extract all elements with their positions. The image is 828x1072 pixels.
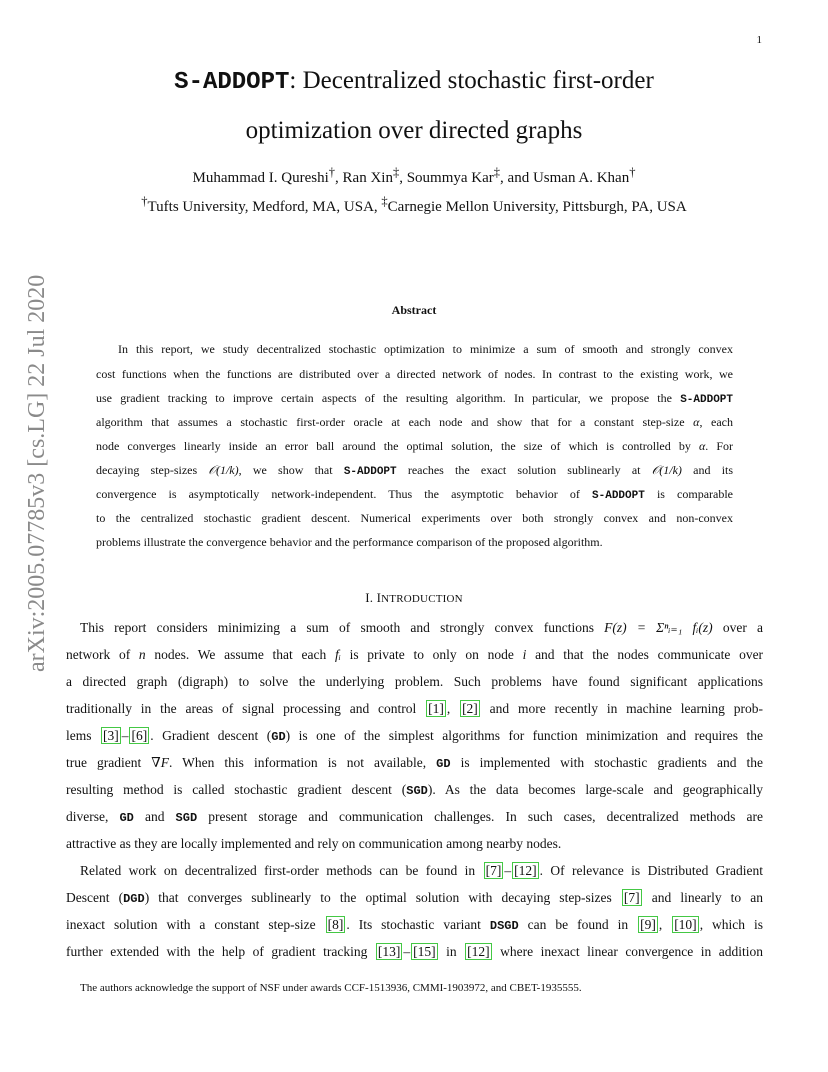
algorithm-name: DSGD bbox=[489, 919, 519, 933]
affiliation-mark: † bbox=[141, 194, 148, 208]
algorithm-name: DGD bbox=[123, 892, 145, 906]
citation-link[interactable]: [10] bbox=[674, 917, 697, 932]
abstract-line: convergence is asymptotically network-independent. Thus the asymptotic behavior of S-ADDOPT is comparable bbox=[96, 487, 734, 502]
affiliation-text: Tufts University, Medford, MA, USA, bbox=[147, 199, 382, 215]
body-line: lems [3] – [6] . Gradient descent (GD) is one of the simplest algorithms for function minimization and requires the bbox=[66, 728, 763, 744]
citation-link[interactable]: [7] bbox=[623, 890, 640, 905]
funding-footnote: The authors acknowledge the support of NSF under awards CCF-1513936, CMMI-1903972, and CBET-1935555. bbox=[80, 982, 582, 994]
citation-link[interactable]: [12] bbox=[467, 944, 490, 959]
citation-link[interactable]: [9] bbox=[640, 917, 656, 932]
affiliation-mark: † bbox=[629, 165, 636, 179]
abstract-line: problems illustrate the convergence behavior and the performance comparison of the proposed algorithm. bbox=[96, 535, 603, 549]
body-line: diverse, GD and SGD present storage and communication challenges. In such cases, decentralized methods are bbox=[66, 809, 763, 825]
abstract-line: algorithm that assumes a stochastic first-order oracle at each node and show that for a constant step-size α, each bbox=[96, 415, 734, 429]
citation-link[interactable]: [3] bbox=[102, 728, 119, 743]
citation-link[interactable]: [1] bbox=[428, 701, 444, 716]
abstract-line: In this report, we study decentralized stochastic optimization to minimize a sum of smooth and strongly convex bbox=[118, 342, 733, 356]
citation-link[interactable]: [12] bbox=[514, 863, 537, 878]
body-line: further extended with the help of gradient tracking [13] – [15] in [12] where inexact linear convergence in addition bbox=[66, 944, 764, 959]
affiliation-text: Carnegie Mellon University, Pittsburgh, PA, USA bbox=[387, 199, 687, 215]
author-list bbox=[0, 165, 828, 187]
author-name: Soummya Kar bbox=[406, 170, 494, 186]
citation-link[interactable]: [7] bbox=[485, 863, 502, 878]
algorithm-name: S-ADDOPT bbox=[343, 466, 397, 478]
citation-link[interactable]: [15] bbox=[413, 944, 436, 959]
algorithm-name: GD bbox=[119, 811, 134, 825]
citation-link[interactable]: [2] bbox=[462, 701, 478, 716]
body-line: resulting method is called stochastic gradient descent (SGD). As the data becomes large-scale and geographically bbox=[66, 782, 763, 798]
section-heading-introduction: I. INTRODUCTION bbox=[365, 590, 463, 605]
page-number: 1 bbox=[756, 34, 762, 46]
body-line: This report considers minimizing a sum of smooth and strongly convex functions F(z) = Σⁿᵢ₌₁ fᵢ(z) over a bbox=[80, 620, 764, 635]
body-line: true gradient ∇F. When this information is not available, GD is implemented with stochastic gradients and the bbox=[66, 755, 763, 771]
abstract-line: decaying step-sizes 𝒪(1/k), we show that S-ADDOPT reaches the exact solution sublinearly at 𝒪(1/k) and its bbox=[96, 463, 734, 478]
paper-title-line-2: optimization over directed graphs bbox=[245, 117, 583, 144]
title-algorithm-name: S-ADDOPT bbox=[174, 69, 290, 96]
math-sum-expression: F(z) = Σⁿᵢ₌₁ fᵢ(z) bbox=[604, 620, 713, 635]
citation-link[interactable]: [8] bbox=[327, 917, 344, 932]
title-text: : Decentralized stochastic first-order bbox=[289, 67, 654, 94]
separator: and bbox=[507, 170, 533, 186]
separator: , bbox=[500, 170, 508, 186]
abstract-line: use gradient tracking to improve certain aspects of the resulting algorithm. In particular, we propose the S-ADDOPT bbox=[96, 391, 733, 406]
citation-link[interactable]: [13] bbox=[377, 944, 401, 959]
algorithm-name: SGD bbox=[175, 811, 198, 825]
math-gradient: ∇F bbox=[151, 755, 169, 770]
affiliation-mark: † bbox=[328, 165, 336, 179]
algorithm-name: S-ADDOPT bbox=[680, 394, 733, 406]
algorithm-name: SGD bbox=[406, 784, 428, 798]
body-line: attractive as they are locally implemented and rely on communication among nearby nodes. bbox=[66, 836, 562, 851]
algorithm-name: GD bbox=[436, 757, 451, 771]
body-line: Descent (DGD) that converges sublinearly to the optimal solution with decaying step-sizes [7] and linearly to an bbox=[66, 890, 764, 906]
affiliation-mark: ‡ bbox=[493, 165, 501, 179]
author-name: Muhammad I. Qureshi bbox=[192, 170, 329, 186]
affiliation-mark: ‡ bbox=[392, 165, 400, 179]
author-name: Usman A. Khan bbox=[532, 170, 630, 186]
paper-title-line-1 bbox=[0, 66, 828, 98]
algorithm-name: S-ADDOPT bbox=[592, 490, 645, 502]
author-name: Ran Xin bbox=[342, 170, 393, 186]
separator: , bbox=[399, 170, 407, 186]
abstract-line: node converges linearly inside an error ball around the optimal solution, the size of which is controlled by α. For bbox=[96, 439, 734, 453]
separator: , bbox=[335, 170, 343, 186]
math-big-o: 𝒪(1/k) bbox=[651, 463, 682, 477]
abstract-heading: Abstract bbox=[391, 303, 437, 317]
abstract-line: to the centralized stochastic gradient descent. Numerical experiments over both strongly convex and non-convex bbox=[96, 511, 733, 525]
math-big-o: 𝒪(1/k) bbox=[208, 463, 239, 477]
math-alpha: α bbox=[698, 439, 706, 453]
citation-link[interactable]: [6] bbox=[131, 728, 148, 743]
body-line: inexact solution with a constant step-size [8] . Its stochastic variant DSGD can be found in [9] , [10] , which is bbox=[66, 917, 764, 933]
algorithm-name: GD bbox=[271, 730, 286, 744]
abstract-line: cost functions when the functions are distributed over a directed network of nodes. In contrast to the existing work, we bbox=[96, 367, 733, 381]
body-line: network of n nodes. We assume that each fᵢ is private to only on node i and that the nodes communicate over bbox=[66, 647, 764, 662]
math-alpha: α bbox=[693, 415, 700, 429]
body-line: Related work on decentralized first-order methods can be found in [7] – [12] . Of relevance is Distributed Gradient bbox=[80, 863, 764, 878]
body-line: a directed graph (digraph) to solve the underlying problem. Such problems have found significant applications bbox=[66, 674, 763, 689]
arxiv-identifier-stamp[interactable]: arXiv:2005.07785v3 [cs.LG] 22 Jul 2020 bbox=[24, 274, 50, 672]
body-line: traditionally in the areas of signal processing and control [1] , [2] and more recently in machine learning prob- bbox=[66, 701, 764, 716]
affiliation-mark: ‡ bbox=[381, 194, 388, 208]
affiliation-list bbox=[0, 194, 828, 216]
